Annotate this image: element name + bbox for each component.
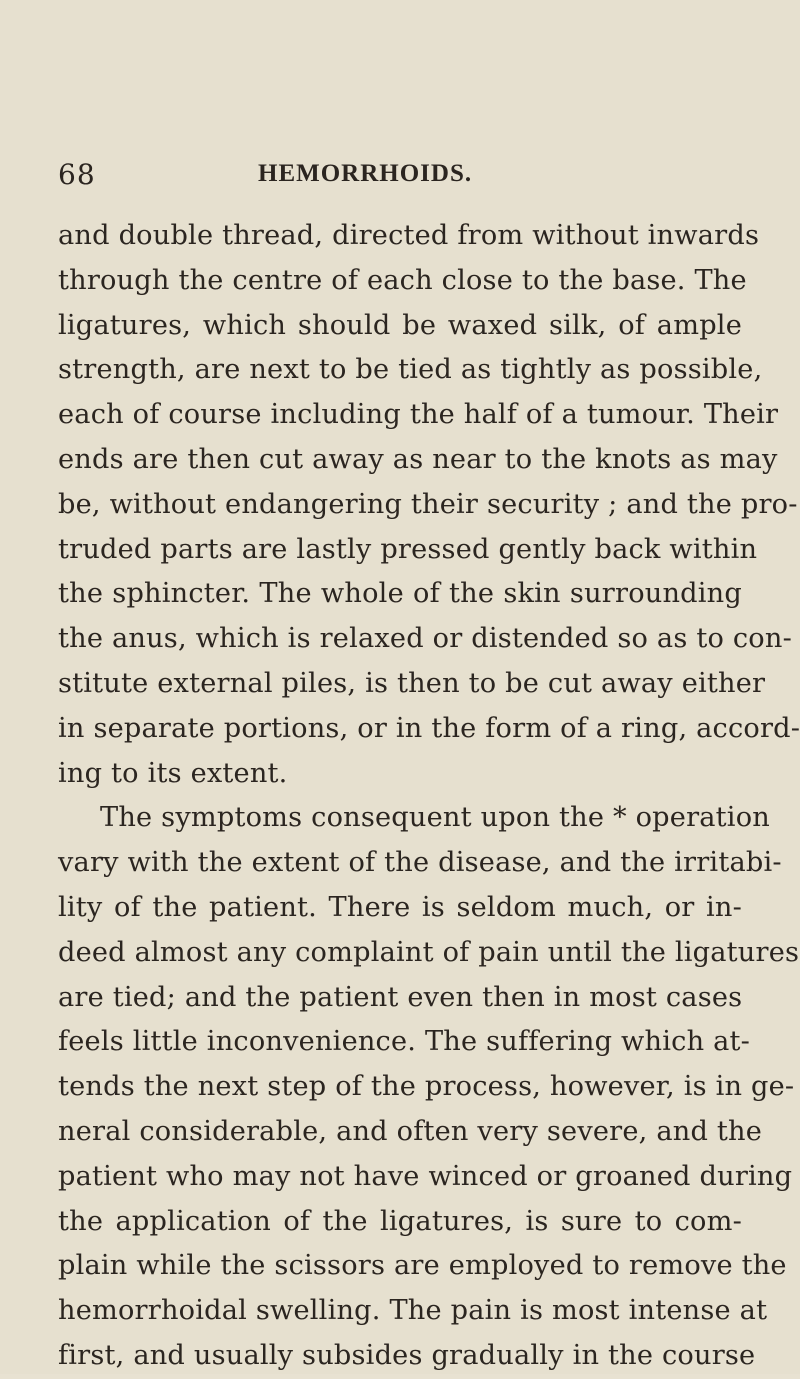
text-line: plain while the scissors are employed to remove the [58, 1250, 787, 1282]
text-line: the sphincter. The whole of the skin surrounding [58, 578, 742, 610]
text-line: truded parts are lastly pressed gently back within [58, 533, 758, 565]
text-line: the anus, which is relaxed or distended so as to con- [58, 623, 792, 655]
text-line: hemorrhoidal swelling. The pain is most intense at [58, 1295, 768, 1327]
page-number: 68 [58, 158, 96, 191]
paragraph-1 [58, 214, 800, 796]
text-line: in separate portions, or in the form of a ring, accord- [58, 712, 800, 744]
text-line: neral considerable, and often very severe, and the [58, 1115, 763, 1147]
body-text [58, 214, 800, 1379]
text-line: are tied; and the patient even then in most cases [58, 981, 743, 1013]
text-line: the application of the ligatures, is sure to com- [58, 1205, 742, 1237]
text-line: first, and usually subsides gradually in the course [58, 1339, 756, 1371]
text-line: ends are then cut away as near to the knots as may [58, 443, 778, 475]
running-title: HEMORRHOIDS. [258, 160, 473, 187]
text-line: strength, are next to be tied as tightly as possible, [58, 354, 763, 386]
page-header [58, 158, 748, 198]
text-line: feels little inconvenience. The suffering which at- [58, 1026, 751, 1058]
paragraph-2 [58, 796, 800, 1378]
text-line: be, without endangering their security ; and the pro- [58, 488, 798, 520]
text-line: ligatures, which should be waxed silk, of ample [58, 309, 742, 341]
text-line: and double thread, directed from without inwards [58, 220, 760, 251]
text-line: vary with the extent of the disease, and the irritabi- [58, 847, 782, 879]
text-line: stitute external piles, is then to be cut away either [58, 667, 766, 699]
text-line: patient who may not have winced or groaned during [58, 1160, 793, 1192]
text-line: The symptoms consequent upon the * operation [100, 802, 770, 834]
text-line: lity of the patient. There is seldom much, or in- [58, 891, 742, 923]
text-line: each of course including the half of a tumour. Their [58, 399, 779, 431]
text-line: deed almost any complaint of pain until the ligatures [58, 936, 800, 968]
text-line: ing to its extent. [58, 757, 288, 789]
text-line: tends the next step of the process, however, is in ge- [58, 1071, 795, 1103]
text-line: through the centre of each close to the base. The [58, 264, 747, 296]
